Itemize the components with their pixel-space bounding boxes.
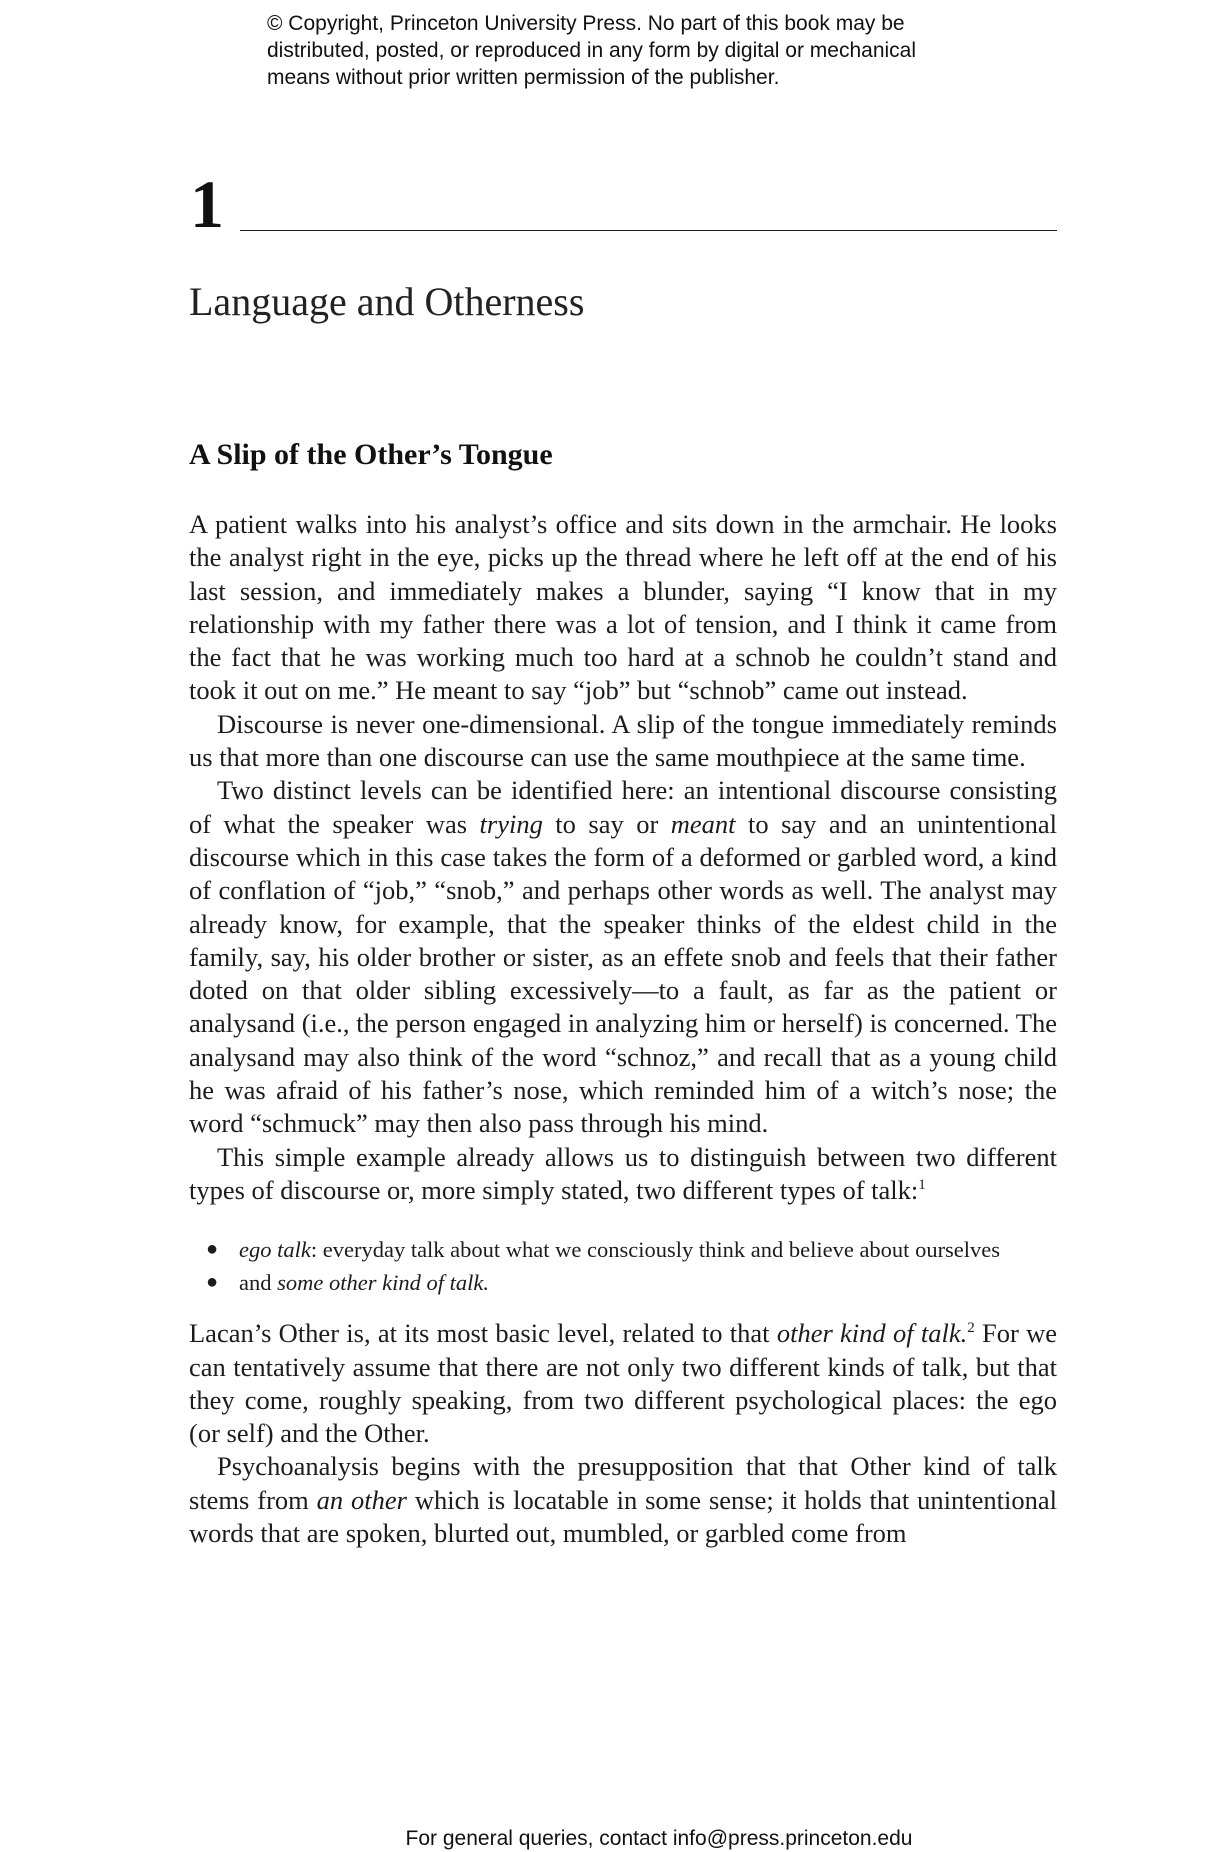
copyright-line-1: © Copyright, Princeton University Press. No part of this book may be (267, 12, 905, 35)
paragraph-5-text-c: For we can tentatively assume that there are not only two different kinds of talk, but that they come, roughly speaking, from two different psychological places: the ego (or self) and the Other. (189, 1318, 1057, 1449)
section-title: A Slip of the Other’s Tongue (189, 438, 553, 471)
list-item-text: : everyday talk about what we consciously think and believe about ourselves (310, 1237, 1001, 1263)
paragraph-3-italic-trying: trying (479, 808, 543, 839)
paragraph-5 (189, 1317, 1057, 1450)
copyright-notice (267, 10, 1027, 91)
paragraph-6 (189, 1450, 1057, 1550)
paragraph-2: Discourse is never one-dimensional. A slip of the tongue immediately reminds us that more than one discourse can use the same mouthpiece at the same time. (189, 708, 1057, 773)
paragraph-6-text-a: Psychoanalysis begins with the presupposition that that Other kind of talk stems from (189, 1451, 1057, 1515)
paragraph-5-text-a: Lacan’s Other is, at its most basic level, related to that (189, 1318, 777, 1349)
paragraph-6-text-c: which is locatable in some sense; it holds that unintentional words that are spoken, blurted out, mumbled, or garbled come from (189, 1484, 1057, 1549)
paragraph-3-italic-meant: meant (670, 808, 736, 839)
list-item-term: some other kind of talk. (277, 1270, 489, 1296)
footnote-ref-1[interactable]: 1 (918, 1177, 926, 1194)
list-item-term: ego talk (239, 1237, 311, 1263)
copyright-line-2: distributed, posted, or reproduced in any form by digital or mechanical (267, 39, 917, 62)
paragraph-3 (189, 774, 1057, 1140)
list-item (206, 1266, 1057, 1299)
list-item (206, 1233, 1057, 1266)
list-item-text: and (239, 1270, 278, 1296)
paragraph-6-italic: an other (316, 1484, 407, 1515)
chapter-title: Language and Otherness (189, 279, 585, 324)
paragraph-3-text-e: to say and an unintentional discourse which in this case takes the form of a deformed or garbled word, a kind of conflation of “job,” “snob,” and perhaps other words as well. The analyst may already know, for example, that the speaker thinks of the eldest child in the family, say, his older brother or sister, as an effete snob and feels that their father doted on that older sibling excessively—to a fault, as far as the patient or analysand (i.e., the person engaged in analyzing him or herself) is concerned. The analysand may also think of the word “schnoz,” and recall that as a young child he was afraid of his father’s nose, which reminded him of a witch’s nose; the word “schmuck” may then also pass through his mind. (189, 808, 1057, 1139)
body-text (189, 508, 1057, 1550)
chapter-rule (240, 230, 1057, 231)
talk-types-list (189, 1233, 1057, 1299)
bullet-dot-icon: ● (206, 1238, 219, 1261)
paragraph-3-text-a: Two distinct levels can be identified here: an intentional discourse consisting of what the speaker was (189, 775, 1057, 839)
paragraph-4 (189, 1141, 1057, 1208)
page-footer (0, 1826, 1225, 1852)
copyright-line-3: means without prior written permission of the publisher. (267, 66, 780, 89)
footnote-ref-2[interactable]: 2 (967, 1320, 975, 1337)
paragraph-1: A patient walks into his analyst’s office and sits down in the armchair. He looks the analyst right in the eye, picks up the thread where he left off at the end of his last session, and immediately makes a blunder, saying “I know that in my relationship with my father there was a lot of tension, and I think it came from the fact that he was working much too hard at a schnob he couldn’t stand and took it out on me.” He meant to say “job” but “schnob” came out instead. (189, 509, 1057, 706)
chapter-number: 1 (190, 166, 224, 242)
footer-contact: For general queries, contact info@press.princeton.edu (405, 1827, 913, 1850)
bullet-dot-icon: ● (206, 1271, 219, 1294)
paragraph-3-text-c: to say or (542, 808, 671, 839)
paragraph-4-text: This simple example already allows us to distinguish between two different types of discourse or, more simply stated, two different types of talk: (189, 1141, 1057, 1205)
paragraph-5-italic: other kind of talk. (776, 1318, 968, 1349)
